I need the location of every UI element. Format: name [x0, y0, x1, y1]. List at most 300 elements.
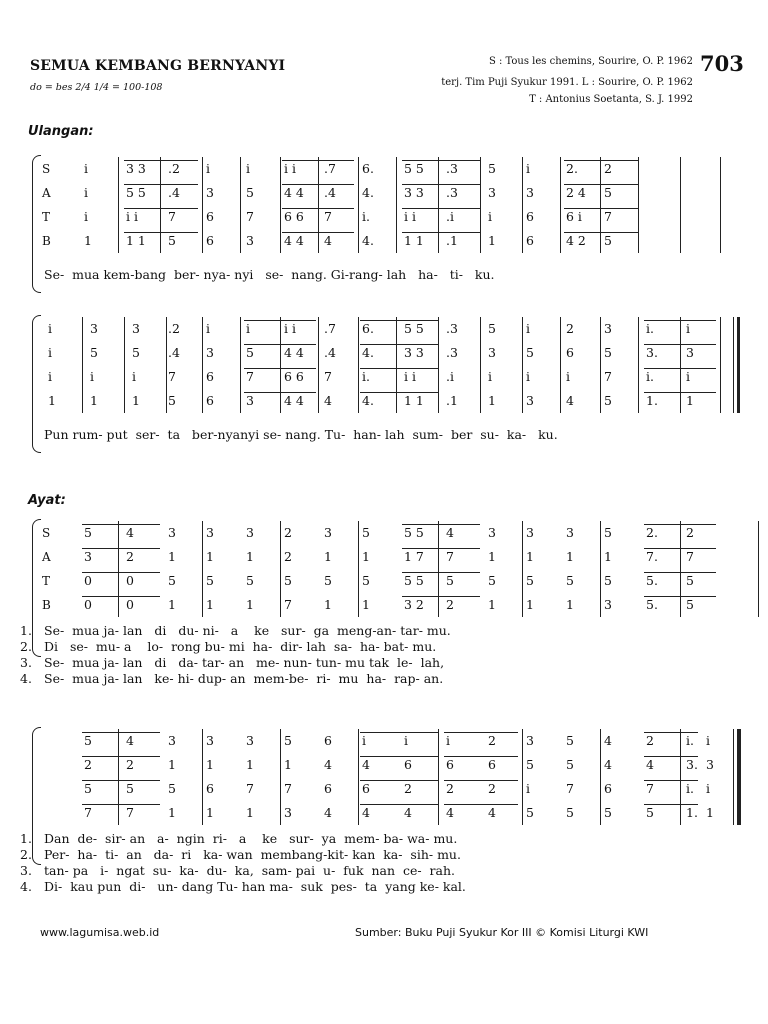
lyric-text: Di se- mu- a lo- rong bu- mi ha- dir- lah sa- ha- bat- mu. — [44, 639, 437, 654]
voice-label: S — [42, 526, 51, 540]
note-cell: 6 6 — [284, 209, 304, 224]
beam-line — [402, 548, 480, 549]
note-cell: 2 — [566, 321, 574, 336]
note-cell: 1 — [362, 549, 370, 564]
voice-label: B — [42, 234, 51, 248]
song-number: 703 — [700, 51, 744, 76]
bar-line — [720, 317, 721, 413]
note-cell: 1 1 — [404, 393, 424, 408]
note-cell: 5 5 — [404, 161, 424, 176]
note-cell: 5 — [566, 573, 574, 588]
note-cell: 3 — [90, 321, 98, 336]
lyric-text: Se- mua ja- lan di da- tar- an me- nun- tun- mu tak le- lah, — [44, 655, 445, 670]
note-cell: 5 — [168, 781, 176, 796]
note-cell: 1 — [488, 233, 496, 248]
lyric-text: Di- kau pun di- un- dang Tu- han ma- suk pes- ta yang ke- kal. — [44, 879, 466, 894]
note-cell: 4 — [488, 805, 496, 820]
beam-line — [82, 572, 160, 573]
note-cell: 7 — [604, 209, 612, 224]
note-cell: i — [48, 345, 52, 360]
note-cell: 1 1 — [126, 233, 146, 248]
bar-line — [118, 729, 119, 825]
bar-line — [396, 317, 397, 413]
beam-line — [402, 160, 480, 161]
song-title: SEMUA KEMBANG BERNYANYI — [30, 58, 286, 74]
note-cell: 3 — [246, 525, 254, 540]
note-cell: 7 — [686, 549, 694, 564]
note-cell: 1 — [284, 757, 292, 772]
bar-line — [600, 157, 601, 253]
note-cell: 6 — [206, 209, 214, 224]
bar-line — [358, 729, 359, 825]
beam-line — [124, 184, 198, 185]
bar-line — [118, 521, 119, 617]
lyric-text: Dan de- sir- an a- ngin ri- a ke sur- ya mem- ba- wa- mu. — [44, 831, 458, 846]
note-cell: 1 — [488, 597, 496, 612]
note-cell: 5 — [526, 805, 534, 820]
note-cell: i — [526, 369, 530, 384]
beam-line — [82, 524, 160, 525]
beam-line — [82, 732, 160, 733]
note-cell: 3 3 — [404, 345, 424, 360]
beam-line — [644, 756, 698, 757]
note-cell: 3 — [488, 525, 496, 540]
note-cell: 5 5 — [404, 321, 424, 336]
note-cell: 7 — [604, 369, 612, 384]
note-cell: 0 — [126, 597, 134, 612]
note-cell: 5 — [604, 805, 612, 820]
note-cell: 1 — [324, 549, 332, 564]
note-cell: 5 — [84, 781, 92, 796]
beam-line — [402, 524, 480, 525]
beam-line — [360, 732, 438, 733]
final-bar-thin — [733, 729, 734, 825]
note-cell: 5 — [526, 573, 534, 588]
note-cell: 4 — [646, 757, 654, 772]
bar-line — [124, 317, 125, 413]
note-cell: 2. — [566, 161, 578, 176]
note-cell: 4. — [362, 233, 374, 248]
voice-label: A — [42, 550, 51, 564]
lyric-line — [0, 623, 768, 639]
note-cell: i. — [686, 733, 694, 748]
note-cell: 4 — [126, 733, 134, 748]
voice-label: A — [42, 186, 51, 200]
note-cell: i — [706, 733, 710, 748]
note-cell: .i — [446, 369, 454, 384]
note-cell: 2 — [404, 781, 412, 796]
note-cell: .2 — [168, 321, 180, 336]
note-cell: .1 — [446, 393, 458, 408]
bar-line — [600, 521, 601, 617]
bar-line — [82, 317, 83, 413]
bar-line — [318, 157, 319, 253]
beam-line — [644, 804, 698, 805]
note-cell: 6 — [324, 733, 332, 748]
bar-line — [240, 317, 241, 413]
bar-line — [358, 317, 359, 413]
note-cell: 4 — [566, 393, 574, 408]
note-cell: i — [48, 369, 52, 384]
lyric-line — [0, 863, 768, 879]
beam-line — [402, 208, 480, 209]
note-cell: 1 1 — [404, 233, 424, 248]
note-cell: 3 — [488, 345, 496, 360]
bar-line — [166, 317, 167, 413]
bar-line — [240, 157, 241, 253]
note-cell: 5 — [566, 733, 574, 748]
note-cell: 5 — [604, 525, 612, 540]
tempo-key-info: do = bes 2/4 1/4 = 100-108 — [30, 82, 163, 93]
note-cell: 3 — [168, 525, 176, 540]
beam-line — [444, 756, 518, 757]
note-cell: 7 — [284, 597, 292, 612]
note-cell: 5 — [526, 757, 534, 772]
note-cell: 1 — [526, 597, 534, 612]
section-label-verse: Ayat: — [28, 493, 66, 508]
note-cell: 4 4 — [284, 393, 304, 408]
note-cell: 5 — [604, 185, 612, 200]
note-cell: 6 — [446, 757, 454, 772]
lyric-text: Se- mua kem-bang ber- nya- nyi se- nang. Gi-rang- lah ha- ti- ku. — [44, 267, 495, 282]
note-cell: 5 — [566, 757, 574, 772]
note-cell: 0 — [84, 597, 92, 612]
note-cell: 6 — [206, 233, 214, 248]
note-cell: 4 — [324, 805, 332, 820]
beam-line — [360, 368, 438, 369]
note-cell: 5 — [246, 185, 254, 200]
note-cell: 3 — [526, 185, 534, 200]
lyric-text: Se- mua ja- lan ke- hi- dup- an mem-be- ri- mu ha- rap- an. — [44, 671, 444, 686]
note-cell: 2 — [84, 757, 92, 772]
credit-line-3: T : Antonius Soetanta, S. J. 1992 — [529, 94, 693, 105]
note-cell: 3 — [284, 805, 292, 820]
bar-line — [560, 157, 561, 253]
note-cell: 6 — [526, 233, 534, 248]
note-cell: 7 — [246, 369, 254, 384]
note-cell: 3 — [604, 321, 612, 336]
verse-number: 4. — [20, 671, 32, 686]
note-cell: 5 — [168, 393, 176, 408]
note-cell: 2 — [284, 549, 292, 564]
note-cell: .i — [446, 209, 454, 224]
note-cell: i — [526, 161, 530, 176]
bar-line — [522, 157, 523, 253]
note-cell: 3 3 — [404, 185, 424, 200]
note-cell: i — [362, 733, 366, 748]
note-cell: 1 — [246, 805, 254, 820]
note-cell: 5 — [686, 573, 694, 588]
note-cell: 3 — [132, 321, 140, 336]
bar-line — [202, 729, 203, 825]
verse-number: 3. — [20, 655, 32, 670]
bar-line — [202, 317, 203, 413]
note-cell: 3 — [206, 345, 214, 360]
note-cell: 5 — [84, 733, 92, 748]
note-cell: 7 — [646, 781, 654, 796]
lyric-line — [0, 655, 768, 671]
beam-line — [82, 780, 160, 781]
bar-line — [680, 157, 681, 253]
note-cell: i — [686, 369, 690, 384]
bar-line — [522, 729, 523, 825]
lyric-text: Se- mua ja- lan di du- ni- a ke sur- ga meng-an- tar- mu. — [44, 623, 451, 638]
note-cell: .4 — [168, 345, 180, 360]
note-cell: 1 — [90, 393, 98, 408]
beam-line — [360, 320, 438, 321]
note-cell: i — [84, 185, 88, 200]
note-cell: 7 — [168, 369, 176, 384]
note-cell: 4 4 — [284, 345, 304, 360]
lyric-text: tan- pa i- ngat su- ka- du- ka, sam- pai u- fuk nan ce- rah. — [44, 863, 455, 878]
note-cell: 1 — [48, 393, 56, 408]
note-cell: 0 — [84, 573, 92, 588]
bar-line — [280, 157, 281, 253]
final-bar-thick — [737, 729, 740, 825]
voice-label: T — [42, 574, 51, 588]
note-cell: 3 — [526, 393, 534, 408]
note-cell: 7 — [446, 549, 454, 564]
note-cell: i — [404, 733, 408, 748]
note-cell: 3 — [206, 525, 214, 540]
bar-line — [680, 729, 681, 825]
note-cell: 5 — [168, 233, 176, 248]
note-cell: i — [246, 161, 250, 176]
note-cell: 2 — [446, 781, 454, 796]
note-cell: i — [84, 209, 88, 224]
bar-line — [638, 157, 639, 253]
note-cell: 3 — [246, 393, 254, 408]
verse-number: 1. — [20, 831, 32, 846]
note-cell: 3 — [526, 733, 534, 748]
note-cell: i. — [362, 369, 370, 384]
beam-line — [564, 208, 638, 209]
note-cell: i — [132, 369, 136, 384]
verse-number: 4. — [20, 879, 32, 894]
beam-line — [564, 184, 638, 185]
note-cell: 1 — [206, 805, 214, 820]
footer-website: www.lagumisa.web.id — [40, 926, 160, 939]
note-cell: 7 — [284, 781, 292, 796]
note-cell: .4 — [324, 185, 336, 200]
beam-line — [82, 548, 160, 549]
voice-label: B — [42, 598, 51, 612]
note-cell: 3 — [246, 233, 254, 248]
beam-line — [360, 756, 438, 757]
note-cell: 3 — [526, 525, 534, 540]
note-cell: 3 2 — [404, 597, 424, 612]
note-cell: 3 — [706, 757, 714, 772]
note-cell: 5 — [362, 573, 370, 588]
note-cell: 4 4 — [284, 185, 304, 200]
note-cell: 5 — [132, 345, 140, 360]
bar-line — [438, 317, 439, 413]
note-cell: 5 — [284, 573, 292, 588]
note-cell: i — [206, 161, 210, 176]
note-cell: 5 — [686, 597, 694, 612]
note-cell: .7 — [324, 321, 336, 336]
note-cell: 4 — [604, 757, 612, 772]
note-cell: 5 — [566, 805, 574, 820]
note-cell: 4 — [126, 525, 134, 540]
note-cell: i — [488, 369, 492, 384]
beam-line — [360, 344, 438, 345]
bar-line — [160, 157, 161, 253]
bar-line — [438, 729, 439, 825]
note-cell: 3 3 — [126, 161, 146, 176]
beam-line — [82, 756, 160, 757]
note-cell: 4 — [324, 233, 332, 248]
note-cell: i — [90, 369, 94, 384]
note-cell: 1 — [706, 805, 714, 820]
note-cell: 5 — [604, 345, 612, 360]
note-cell: 6. — [362, 321, 374, 336]
note-cell: 6 — [324, 781, 332, 796]
note-cell: 2. — [646, 525, 658, 540]
note-cell: 3 — [324, 525, 332, 540]
note-cell: 1. — [646, 393, 658, 408]
note-cell: 6 — [404, 757, 412, 772]
note-cell: 2 4 — [566, 185, 586, 200]
note-cell: 4 2 — [566, 233, 586, 248]
note-cell: 7 — [126, 805, 134, 820]
bar-line — [202, 157, 203, 253]
note-cell: 4 — [324, 393, 332, 408]
note-cell: 1 — [566, 549, 574, 564]
note-cell: 6 — [604, 781, 612, 796]
note-cell: 3 — [488, 185, 496, 200]
note-cell: 5 — [604, 393, 612, 408]
note-cell: .7 — [324, 161, 336, 176]
lyric-line — [0, 427, 768, 443]
note-cell: i. — [362, 209, 370, 224]
note-cell: i. — [646, 321, 654, 336]
note-cell: .4 — [324, 345, 336, 360]
note-cell: 4. — [362, 393, 374, 408]
beam-line — [444, 804, 518, 805]
note-cell: 6. — [362, 161, 374, 176]
note-cell: 4. — [362, 345, 374, 360]
note-cell: 2 — [488, 733, 496, 748]
note-cell: 2 — [446, 597, 454, 612]
bar-line — [118, 157, 119, 253]
beam-line — [82, 804, 160, 805]
note-cell: 5 — [90, 345, 98, 360]
bar-line — [358, 157, 359, 253]
note-cell: 3. — [646, 345, 658, 360]
note-cell: 7 — [566, 781, 574, 796]
beam-line — [564, 232, 638, 233]
note-cell: 5 — [84, 525, 92, 540]
bar-line — [280, 729, 281, 825]
note-cell: 5 5 — [126, 185, 146, 200]
note-cell: .4 — [168, 185, 180, 200]
bar-line — [680, 317, 681, 413]
section-label-refrain: Ulangan: — [28, 124, 94, 139]
note-cell: i i — [284, 321, 296, 336]
note-cell: 1 — [206, 757, 214, 772]
note-cell: 1 — [526, 549, 534, 564]
note-cell: 1 — [686, 393, 694, 408]
beam-line — [402, 184, 480, 185]
lyric-line — [0, 267, 768, 283]
beam-line — [360, 780, 438, 781]
note-cell: 6 — [526, 209, 534, 224]
verse-number: 2. — [20, 639, 32, 654]
bar-line — [740, 729, 741, 825]
note-cell: 1 — [362, 597, 370, 612]
note-cell: i — [686, 321, 690, 336]
lyric-line — [0, 831, 768, 847]
note-cell: 6 — [488, 757, 496, 772]
note-cell: 1 — [246, 597, 254, 612]
note-cell: 1 — [488, 393, 496, 408]
bar-line — [560, 317, 561, 413]
lyric-line — [0, 847, 768, 863]
beam-line — [82, 596, 160, 597]
bar-line — [202, 521, 203, 617]
note-cell: 5 — [206, 573, 214, 588]
note-cell: 2 — [126, 549, 134, 564]
note-cell: 6 i — [566, 209, 582, 224]
note-cell: 5 — [526, 345, 534, 360]
bar-line — [638, 317, 639, 413]
note-cell: 3. — [686, 757, 698, 772]
note-cell: 3 — [604, 597, 612, 612]
note-cell: i i — [404, 209, 416, 224]
note-cell: 3 — [168, 733, 176, 748]
note-cell: i. — [686, 781, 694, 796]
note-cell: 6 — [206, 393, 214, 408]
bar-line — [720, 157, 721, 253]
note-cell: 7 — [246, 781, 254, 796]
note-cell: i — [48, 321, 52, 336]
note-cell: 2 — [646, 733, 654, 748]
final-bar-thick — [737, 317, 740, 413]
note-cell: 7 — [324, 369, 332, 384]
bar-line — [522, 317, 523, 413]
beam-line — [644, 780, 698, 781]
note-cell: .2 — [168, 161, 180, 176]
final-bar-thin — [733, 317, 734, 413]
note-cell: 6 — [566, 345, 574, 360]
note-cell: 1 — [604, 549, 612, 564]
lyric-text: Per- ha- ti- an da- ri ka- wan membang-kit- kan ka- sih- mu. — [44, 847, 461, 862]
note-cell: 6 — [362, 781, 370, 796]
note-cell: i — [246, 321, 250, 336]
note-cell: 3 — [246, 733, 254, 748]
lyric-text: Pun rum- put ser- ta ber-nyanyi se- nang. Tu- han- lah sum- ber su- ka- ku. — [44, 427, 558, 442]
note-cell: 3 — [84, 549, 92, 564]
note-cell: i — [526, 321, 530, 336]
bar-line — [358, 521, 359, 617]
note-cell: 5 5 — [404, 573, 424, 588]
credit-line-2: terj. Tim Puji Syukur 1991. L : Sourire, O. P. 1962 — [441, 77, 693, 88]
bar-line — [480, 317, 481, 413]
beam-line — [402, 572, 480, 573]
note-cell: 4 — [446, 525, 454, 540]
note-cell: 1 — [566, 597, 574, 612]
note-cell: 5 — [126, 781, 134, 796]
note-cell: 7 — [324, 209, 332, 224]
note-cell: 1 — [488, 549, 496, 564]
note-cell: 1 — [246, 757, 254, 772]
verse-number: 1. — [20, 623, 32, 638]
bar-line — [438, 521, 439, 617]
note-cell: 1 — [168, 549, 176, 564]
note-cell: 5 — [168, 573, 176, 588]
beam-line — [124, 232, 198, 233]
